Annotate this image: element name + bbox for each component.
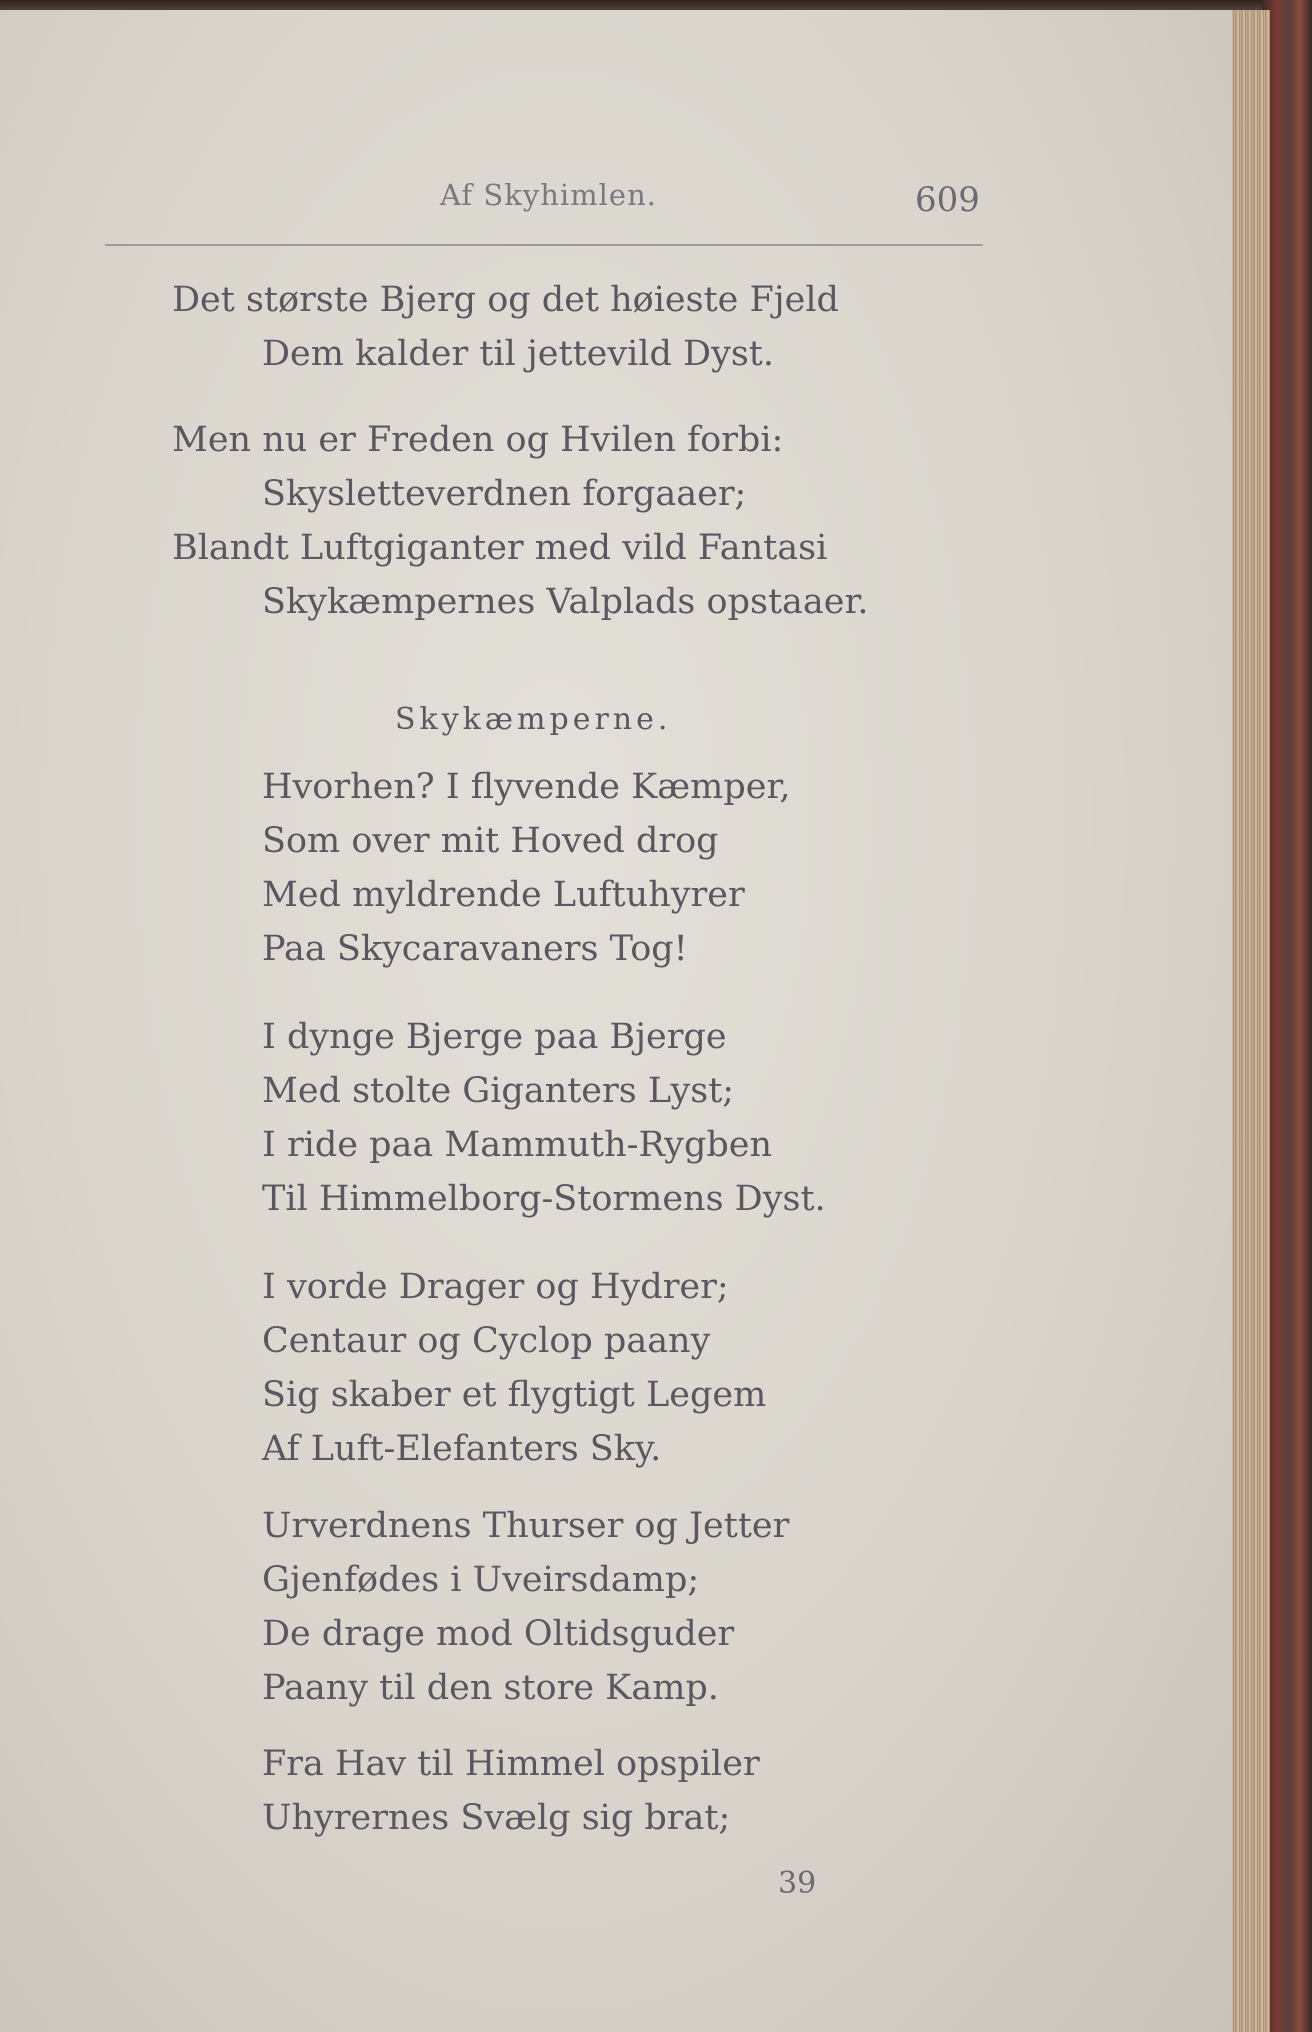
verse-line: Med stolte Giganters Lyst; [262, 1071, 735, 1111]
verse-line: Urverdnens Thurser og Jetter [262, 1506, 790, 1546]
verse-line: Men nu er Freden og Hvilen forbi: [172, 420, 784, 460]
page-number: 609 [915, 180, 980, 220]
verse-line: Det største Bjerg og det høieste Fjeld [172, 280, 839, 320]
verse-line: De drage mod Oltidsguder [262, 1614, 735, 1654]
verse-line: I ride paa Mammuth-Rygben [262, 1125, 773, 1165]
verse-line: I dynge Bjerge paa Bjerge [262, 1017, 727, 1057]
section-title: Skykæmperne. [395, 702, 672, 737]
verse-line: Hvorhen? I flyvende Kæmper, [262, 767, 791, 807]
header-rule [105, 244, 983, 246]
verse-line: Fra Hav til Himmel opspiler [262, 1744, 760, 1784]
verse-line: Dem kalder til jettevild Dyst. [262, 334, 774, 374]
verse-line: Paa Skycaravaners Tog! [262, 929, 688, 969]
verse-line: Paany til den store Kamp. [262, 1668, 719, 1708]
verse-line: I vorde Drager og Hydrer; [262, 1267, 729, 1307]
verse-line: Af Luft-Elefanters Sky. [262, 1429, 662, 1469]
verse-line: Skykæmpernes Valplads opstaaer. [262, 582, 869, 622]
verse-line: Sig skaber et flygtigt Legem [262, 1375, 767, 1415]
signature-mark: 39 [778, 1866, 817, 1901]
verse-line: Centaur og Cyclop paany [262, 1321, 711, 1361]
verse-line: Uhyrernes Svælg sig brat; [262, 1798, 731, 1838]
verse-line: Blandt Luftgiganter med vild Fantasi [172, 528, 828, 568]
book-page [0, 10, 1232, 2032]
verse-line: Til Himmelborg-Stormens Dyst. [262, 1179, 826, 1219]
verse-line: Gjenfødes i Uveirsdamp; [262, 1560, 700, 1600]
verse-line: Som over mit Hoved drog [262, 821, 719, 861]
verse-line: Med myldrende Luftuhyrer [262, 875, 745, 915]
running-title: Af Skyhimlen. [440, 178, 657, 212]
verse-line: Skysletteverdnen forgaaer; [262, 474, 747, 514]
